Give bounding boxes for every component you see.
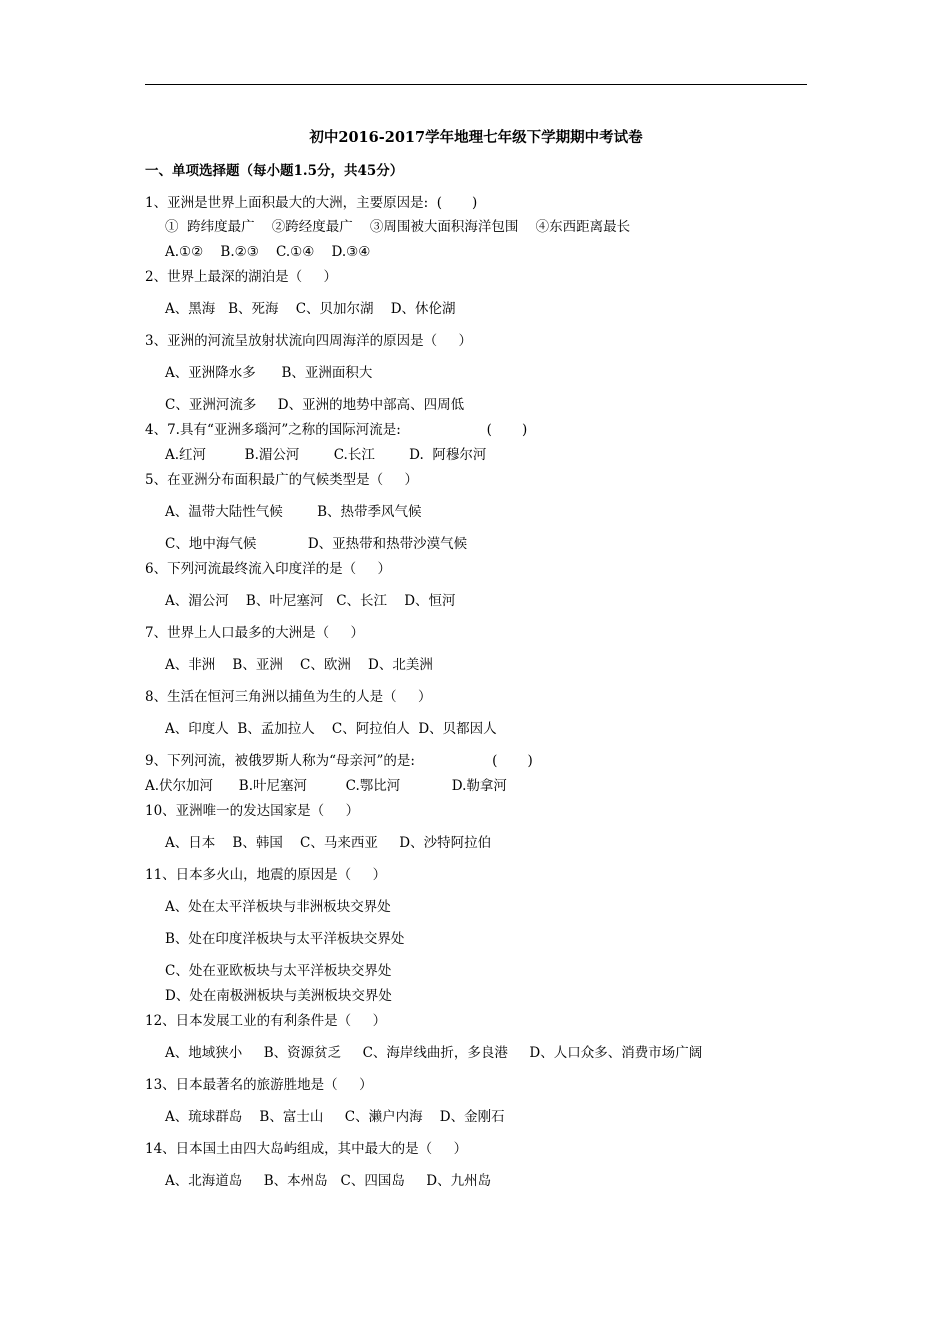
question-line: A、琉球群岛 B、富士山 C、濑户内海 D、金刚石 (165, 1109, 505, 1125)
question-line: C、亚洲河流多 D、亚洲的地势中部高、四周低 (165, 397, 465, 413)
question-line: 9、下列河流，被俄罗斯人称为“母亲河”的是: ( ) (145, 753, 533, 769)
question-line: A.伏尔加河 B.叶尼塞河 C.鄂比河 D.勒拿河 (145, 778, 507, 794)
section-heading: 一、单项选择题（每小题1.5分，共45分） (145, 163, 404, 179)
question-line: A、北海道岛 B、本州岛 C、四国岛 D、九州岛 (165, 1173, 492, 1189)
question-line: A、黑海 B、死海 C、贝加尔湖 D、休伦湖 (165, 301, 456, 317)
exam-title: 初中2016-2017学年地理七年级下学期期中考试卷 (309, 129, 643, 146)
question-line: A.红河 B.湄公河 C.长江 D. 阿穆尔河 (165, 447, 487, 463)
question-line: A、日本 B、韩国 C、马来西亚 D、沙特阿拉伯 (165, 835, 492, 851)
question-line: 5、在亚洲分布面积最广的气候类型是（ ） (145, 472, 419, 488)
question-line: 2、世界上最深的湖泊是（ ） (145, 269, 338, 285)
question-line: C、处在亚欧板块与太平洋板块交界处 (165, 963, 392, 979)
header-rule (145, 84, 807, 85)
question-line: 13、日本最著名的旅游胜地是（ ） (145, 1077, 373, 1093)
question-line: A、处在太平洋板块与非洲板块交界处 (165, 899, 391, 915)
question-line: A、湄公河 B、叶尼塞河 C、长江 D、恒河 (165, 593, 456, 609)
question-line: 12、日本发展工业的有利条件是（ ） (145, 1013, 387, 1029)
question-line: A、非洲 B、亚洲 C、欧洲 D、北美洲 (165, 657, 433, 673)
question-line: 10、亚洲唯一的发达国家是（ ） (145, 803, 360, 819)
question-line: A、温带大陆性气候 B、热带季风气候 (165, 504, 422, 520)
question-line: 14、日本国土由四大岛屿组成，其中最大的是（ ） (145, 1141, 468, 1157)
question-line: 6、下列河流最终流入印度洋的是（ ） (145, 561, 392, 577)
question-line: A、亚洲降水多 B、亚洲面积大 (165, 365, 373, 381)
question-line: 11、日本多火山，地震的原因是（ ） (145, 867, 387, 883)
question-line: D、处在南极洲板块与美洲板块交界处 (165, 988, 392, 1004)
question-line: A.①② B.②③ C.①④ D.③④ (165, 244, 371, 260)
question-line: A、印度人 B、孟加拉人 C、阿拉伯人 D、贝都因人 (165, 721, 497, 737)
question-line: ① 跨纬度最广 ②跨经度最广 ③周围被大面积海洋包围 ④东西距离最长 (165, 219, 631, 235)
question-line: 7、世界上人口最多的大洲是（ ） (145, 625, 365, 641)
question-line: C、地中海气候 D、亚热带和热带沙漠气候 (165, 536, 468, 552)
question-line: 4、7.具有“亚洲多瑙河”之称的国际河流是: ( ) (145, 422, 528, 438)
question-line: 8、生活在恒河三角洲以捕鱼为生的人是（ ） (145, 689, 432, 705)
question-line: 3、亚洲的河流呈放射状流向四周海洋的原因是（ ） (145, 333, 473, 349)
question-line: B、处在印度洋板块与太平洋板块交界处 (165, 931, 405, 947)
question-line: 1、亚洲是世界上面积最大的大洲，主要原因是: ( ) (145, 195, 478, 211)
question-line: A、地域狭小 B、资源贫乏 C、海岸线曲折，多良港 D、人口众多、消费市场广阔 (165, 1045, 703, 1061)
